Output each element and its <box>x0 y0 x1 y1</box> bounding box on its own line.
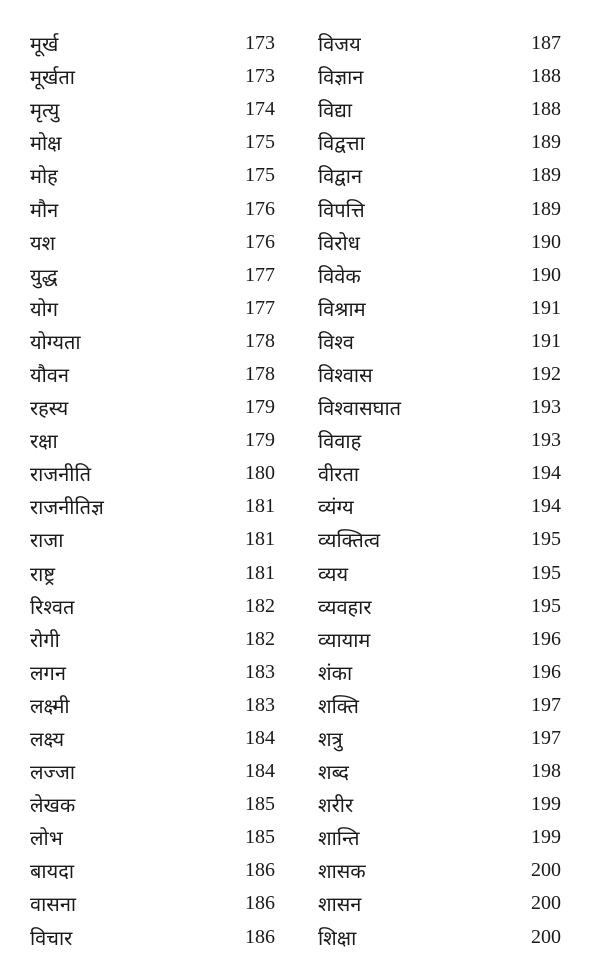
entry-page-number: 198 <box>531 760 561 783</box>
entry-page-number: 188 <box>531 65 561 88</box>
entry-term: विरोध <box>318 230 360 255</box>
index-entry <box>318 557 561 590</box>
entry-page-number: 186 <box>245 925 275 948</box>
entry-page-number: 197 <box>531 727 561 750</box>
entry-term: राष्ट्र <box>30 561 56 586</box>
index-entry <box>318 722 561 755</box>
entry-page-number: 194 <box>531 462 561 485</box>
entry-page-number: 181 <box>245 561 275 584</box>
index-entry <box>30 126 275 159</box>
index-entry <box>30 226 275 259</box>
index-entry <box>30 457 275 490</box>
entry-term: शरीर <box>318 793 354 818</box>
entry-term: शिक्षा <box>318 925 357 950</box>
index-entry <box>30 656 275 689</box>
entry-term: लगन <box>30 660 66 685</box>
index-entry <box>318 60 561 93</box>
index-entry <box>318 523 561 556</box>
entry-term: विश्वासघात <box>318 396 402 421</box>
index-column-left <box>30 27 275 954</box>
index-entry <box>318 490 561 523</box>
entry-term: राजनीति <box>30 462 92 487</box>
index-entry <box>30 523 275 556</box>
entry-term: शत्रु <box>318 727 343 752</box>
entry-term: मूर्ख <box>30 32 59 57</box>
entry-term: राजनीतिज्ञ <box>30 495 104 520</box>
index-entry <box>30 490 275 523</box>
entry-page-number: 184 <box>245 727 275 750</box>
index-entry <box>30 854 275 887</box>
index-entry <box>318 457 561 490</box>
entry-page-number: 188 <box>531 98 561 121</box>
index-entry <box>30 27 275 60</box>
entry-term: रोगी <box>30 627 60 652</box>
entry-term: योग <box>30 296 59 321</box>
index-entry <box>30 325 275 358</box>
entry-page-number: 182 <box>245 594 275 617</box>
entry-term: व्यक्तित्व <box>318 528 381 553</box>
entry-term: विद्वान <box>318 164 363 189</box>
entry-page-number: 193 <box>531 396 561 419</box>
index-entry <box>30 755 275 788</box>
entry-term: योग्यता <box>30 329 81 354</box>
entry-page-number: 191 <box>531 329 561 352</box>
entry-page-number: 193 <box>531 429 561 452</box>
entry-page-number: 181 <box>245 495 275 518</box>
entry-page-number: 175 <box>245 131 275 154</box>
index-entry <box>30 391 275 424</box>
entry-term: मोक्ष <box>30 131 62 156</box>
entry-page-number: 179 <box>245 396 275 419</box>
index-entry <box>318 159 561 192</box>
index-entry <box>30 590 275 623</box>
entry-page-number: 174 <box>245 98 275 121</box>
index-entry <box>30 93 275 126</box>
entry-term: व्यंग्य <box>318 495 354 520</box>
entry-page-number: 184 <box>245 760 275 783</box>
entry-page-number: 200 <box>531 925 561 948</box>
entry-page-number: 189 <box>531 164 561 187</box>
entry-term: वासना <box>30 892 77 917</box>
entry-page-number: 173 <box>245 32 275 55</box>
entry-term: विज्ञान <box>318 65 364 90</box>
index-entry <box>318 391 561 424</box>
entry-term: रक्षा <box>30 429 58 454</box>
entry-page-number: 178 <box>245 362 275 385</box>
entry-page-number: 195 <box>531 594 561 617</box>
entry-term: मौन <box>30 197 59 222</box>
index-entry <box>318 887 561 920</box>
index-entry <box>30 557 275 590</box>
entry-term: व्यवहार <box>318 594 372 619</box>
entry-page-number: 183 <box>245 660 275 683</box>
entry-page-number: 200 <box>531 892 561 915</box>
entry-term: विद्या <box>318 98 353 123</box>
entry-term: मूर्खता <box>30 65 75 90</box>
entry-page-number: 199 <box>531 826 561 849</box>
entry-page-number: 189 <box>531 197 561 220</box>
index-entry <box>318 226 561 259</box>
entry-page-number: 181 <box>245 528 275 551</box>
entry-term: विश्व <box>318 329 354 354</box>
entry-page-number: 200 <box>531 859 561 882</box>
index-entry <box>318 623 561 656</box>
index-entry <box>30 424 275 457</box>
entry-page-number: 177 <box>245 263 275 286</box>
index-entry <box>30 722 275 755</box>
entry-term: विवाह <box>318 429 362 454</box>
entry-term: शासन <box>318 892 362 917</box>
entry-term: विजय <box>318 32 361 57</box>
entry-term: शब्द <box>318 760 349 785</box>
entry-term: शक्ति <box>318 693 359 718</box>
entry-term: लक्ष्मी <box>30 693 70 718</box>
entry-term: यौवन <box>30 362 69 387</box>
index-entry <box>318 27 561 60</box>
index-entry <box>318 821 561 854</box>
index-column-right <box>318 27 561 954</box>
index-entry <box>318 126 561 159</box>
index-entry <box>318 358 561 391</box>
entry-term: रहस्य <box>30 396 69 421</box>
entry-term: लेखक <box>30 793 76 818</box>
entry-page-number: 177 <box>245 296 275 319</box>
entry-term: मोह <box>30 164 58 189</box>
index-entry <box>30 159 275 192</box>
entry-term: लज्जा <box>30 760 76 785</box>
index-entry <box>30 292 275 325</box>
entry-page-number: 187 <box>531 32 561 55</box>
entry-page-number: 192 <box>531 362 561 385</box>
entry-page-number: 191 <box>531 296 561 319</box>
index-entry <box>30 921 275 954</box>
entry-page-number: 189 <box>531 131 561 154</box>
entry-page-number: 176 <box>245 197 275 220</box>
entry-page-number: 185 <box>245 826 275 849</box>
entry-page-number: 183 <box>245 693 275 716</box>
index-entry <box>30 358 275 391</box>
entry-term: विश्राम <box>318 296 366 321</box>
entry-page-number: 190 <box>531 230 561 253</box>
index-entry <box>318 689 561 722</box>
index-entry <box>318 424 561 457</box>
index-entry <box>30 60 275 93</box>
entry-page-number: 173 <box>245 65 275 88</box>
index-entry <box>318 788 561 821</box>
entry-term: शान्ति <box>318 826 360 851</box>
index-entry <box>30 887 275 920</box>
index-entry <box>30 788 275 821</box>
entry-page-number: 197 <box>531 693 561 716</box>
index-entry <box>318 292 561 325</box>
index-entry <box>318 325 561 358</box>
index-entry <box>318 921 561 954</box>
index-entry <box>318 755 561 788</box>
index-entry <box>30 259 275 292</box>
index-entry <box>318 192 561 225</box>
entry-term: यश <box>30 230 56 255</box>
index-entry <box>318 590 561 623</box>
entry-term: शंका <box>318 660 353 685</box>
index-entry <box>30 689 275 722</box>
entry-page-number: 186 <box>245 859 275 882</box>
entry-term: लक्ष्य <box>30 727 65 752</box>
entry-term: बायदा <box>30 859 74 884</box>
entry-page-number: 186 <box>245 892 275 915</box>
entry-term: वीरता <box>318 462 360 487</box>
entry-page-number: 185 <box>245 793 275 816</box>
index-entry <box>30 623 275 656</box>
entry-page-number: 196 <box>531 660 561 683</box>
entry-term: शासक <box>318 859 366 884</box>
index-entry <box>318 854 561 887</box>
entry-term: विद्वत्ता <box>318 131 365 156</box>
entry-page-number: 199 <box>531 793 561 816</box>
entry-page-number: 190 <box>531 263 561 286</box>
entry-page-number: 182 <box>245 627 275 650</box>
index-entry <box>318 93 561 126</box>
entry-term: विचार <box>30 925 73 950</box>
index-entry <box>30 192 275 225</box>
index-entry <box>30 821 275 854</box>
entry-term: मृत्यु <box>30 98 60 123</box>
entry-term: व्यय <box>318 561 349 586</box>
entry-term: युद्ध <box>30 263 58 288</box>
index-entry <box>318 259 561 292</box>
entry-term: विवेक <box>318 263 361 288</box>
entry-page-number: 178 <box>245 329 275 352</box>
entry-term: विश्वास <box>318 362 373 387</box>
entry-page-number: 194 <box>531 495 561 518</box>
entry-page-number: 195 <box>531 528 561 551</box>
entry-term: व्यायाम <box>318 627 371 652</box>
entry-term: राजा <box>30 528 64 553</box>
index-entry <box>318 656 561 689</box>
entry-page-number: 180 <box>245 462 275 485</box>
entry-term: रिश्वत <box>30 594 75 619</box>
entry-page-number: 175 <box>245 164 275 187</box>
entry-term: विपत्ति <box>318 197 365 222</box>
entry-page-number: 176 <box>245 230 275 253</box>
entry-page-number: 179 <box>245 429 275 452</box>
entry-term: लोभ <box>30 826 63 851</box>
entry-page-number: 196 <box>531 627 561 650</box>
entry-page-number: 195 <box>531 561 561 584</box>
